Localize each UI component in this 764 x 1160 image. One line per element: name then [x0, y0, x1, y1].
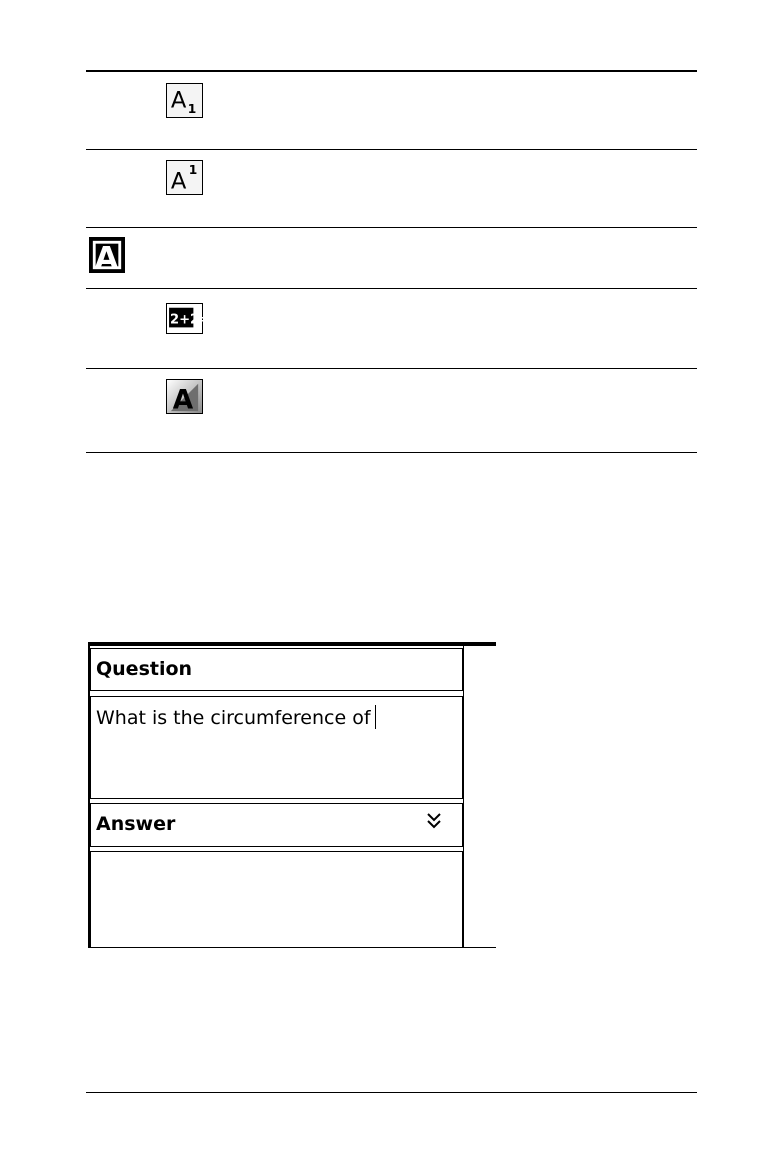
answer-label: Answer	[96, 813, 176, 835]
double-chevron-down-icon[interactable]	[426, 812, 442, 830]
footer-rule	[86, 1092, 697, 1093]
table-row-divider	[86, 227, 697, 228]
table-bottom-rule	[86, 452, 697, 453]
widget-scrollbar[interactable]	[463, 646, 496, 947]
question-input[interactable]	[90, 696, 463, 799]
math-expression-icon[interactable]	[166, 303, 211, 334]
table-row-divider	[86, 288, 697, 289]
chemistry-box-icon[interactable]	[166, 379, 203, 414]
question-text-line	[96, 705, 376, 729]
subscript-icon-mark: 1	[187, 102, 197, 117]
superscript-icon[interactable]	[166, 160, 203, 195]
question-text: What is the circumference of	[96, 707, 371, 729]
table-row-divider	[86, 149, 697, 150]
table-row-divider	[86, 368, 697, 369]
math-expression-glyph: 2+2=	[170, 312, 211, 328]
superscript-icon-glyph: A	[170, 168, 187, 195]
chemistry-box-glyph: A	[172, 384, 194, 416]
answer-header	[90, 803, 463, 847]
inverse-text-icon[interactable]	[89, 237, 125, 277]
inverse-text-glyph: A	[94, 241, 119, 277]
question-header	[90, 648, 463, 691]
answer-input[interactable]	[90, 851, 463, 948]
text-cursor	[375, 705, 376, 729]
question-label: Question	[96, 658, 193, 680]
subscript-icon-glyph: A	[170, 87, 187, 114]
table-top-rule	[86, 70, 697, 72]
subscript-icon[interactable]	[166, 83, 203, 118]
superscript-icon-mark: 1	[188, 163, 198, 178]
